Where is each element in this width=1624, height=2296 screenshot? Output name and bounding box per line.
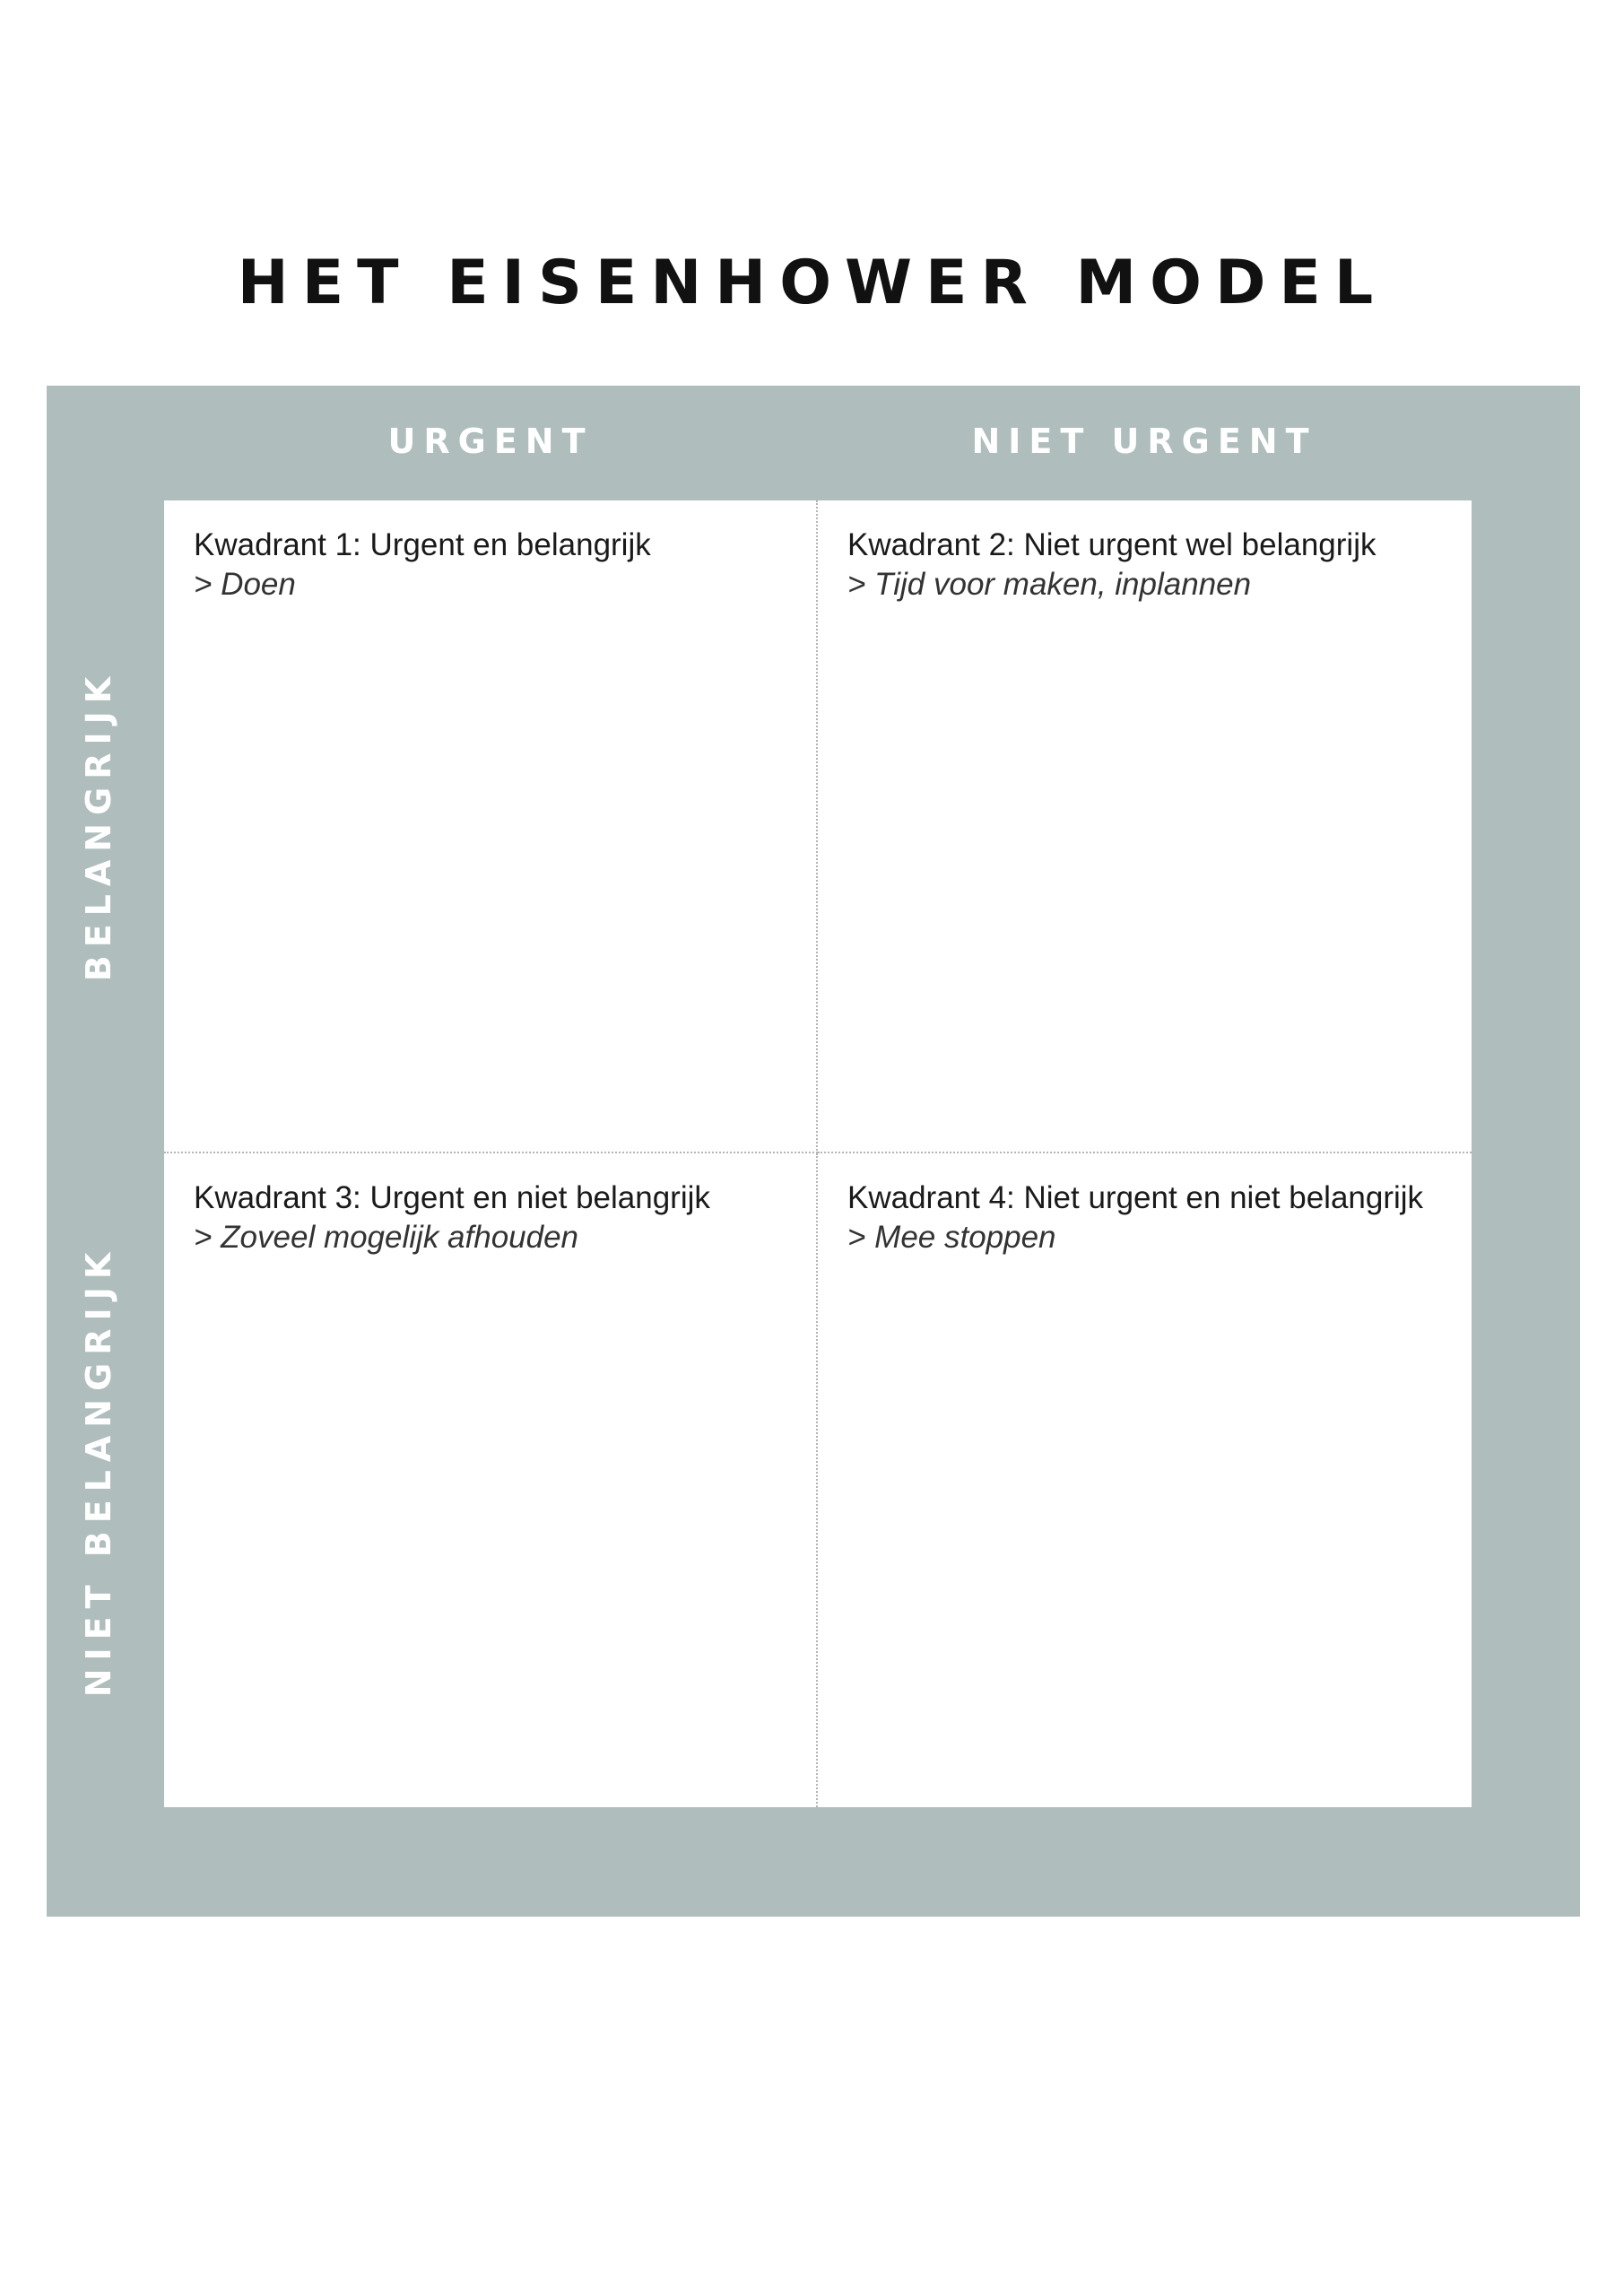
quadrant-3-title: Kwadrant 3: Urgent en niet belangrijk <box>194 1180 710 1215</box>
column-header-urgent: URGENT <box>387 422 594 461</box>
quadrant-4-action: > Mee stoppen <box>847 1220 1056 1255</box>
quadrant-1-title: Kwadrant 1: Urgent en belangrijk <box>194 527 651 562</box>
quadrant-1 <box>164 500 818 1153</box>
quadrant-2-action: > Tijd voor maken, inplannen <box>847 567 1252 602</box>
quadrant-1-action: > Doen <box>194 567 296 602</box>
quadrant-2-title: Kwadrant 2: Niet urgent wel belangrijk <box>847 527 1376 562</box>
quadrant-grid <box>164 500 1472 1807</box>
column-header-not-urgent: NIET URGENT <box>971 422 1317 461</box>
quadrant-4 <box>818 1153 1472 1807</box>
quadrant-2 <box>818 500 1472 1153</box>
quadrant-3-action: > Zoveel mogelijk afhouden <box>194 1220 579 1255</box>
row-header-not-important: NIET BELANGRIJK <box>79 1244 118 1698</box>
quadrant-4-title: Kwadrant 4: Niet urgent en niet belangrijk <box>847 1180 1424 1215</box>
page-title: HET EISENHOWER MODEL <box>237 248 1387 318</box>
row-header-important: BELANGRIJK <box>79 668 118 982</box>
quadrant-3 <box>164 1153 818 1807</box>
